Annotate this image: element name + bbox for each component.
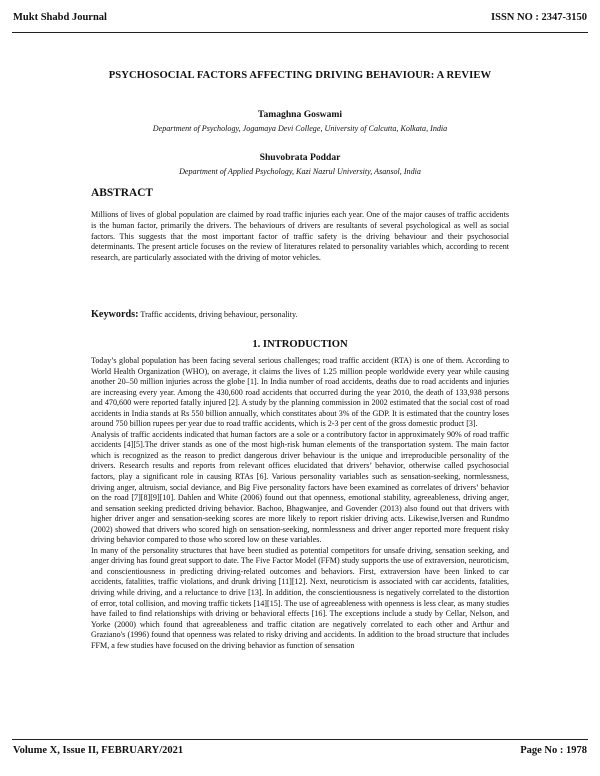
volume-issue: Volume X, Issue II, FEBRUARY/2021 xyxy=(13,745,184,756)
keywords-label: Keywords: xyxy=(91,309,139,320)
author-name-2: Shuvobrata Poddar xyxy=(259,152,341,163)
author-affiliation-1: Department of Psychology, Jogamaya Devi College, University of Calcutta, Kolkata, India xyxy=(152,124,448,133)
issn-number: ISSN NO : 2347-3150 xyxy=(491,12,587,23)
keywords-text: Traffic accidents, driving behaviour, personality. xyxy=(138,310,298,319)
abstract-heading: ABSTRACT xyxy=(91,187,154,199)
introduction-paragraph-1: Today’s global population has been facing several serious challenges; road traffic accident (RTA) is one of them. According to World Health Organization (WHO), on average, it claims the lives of 1.25 million people worldwide every year while causing another 20–50 million injuries across the globe [1]. In India number of road accidents, deaths due to road accidents and injuries are increasing every year. Among the 430,600 road accidents that occurred during the year 2010, the death of 133,938 persons and 470,600 were reported fatally injured [2]. A study by the planning commission in 2002 estimated that the social cost of road accidents in India stands at Rs 550 billion annually, which constitates about 3% of the GDP. It is estimated that the country loses around 750 billion rupees per year due to road traffic accidents, which is 2-3 per cent of the gross domestic product [3]. xyxy=(91,356,509,429)
keywords xyxy=(91,309,509,320)
abstract-text: Millions of lives of global population are claimed by road traffic injuries each year. One of the major causes of traffic accidents is the human factor, primarily the drivers. The behaviours of drivers are resultants of several psychological as well as social factors. This suggests that the most important factor of traffic safety is the driving behaviour and their psychosocial determinants. The present article focuses on the review of literatures related to personality variables which, according to recent research, are particularly associated with the driving of motor vehicles. xyxy=(91,210,509,263)
introduction-body xyxy=(91,356,509,651)
footer-divider xyxy=(12,739,588,740)
introduction-heading: 1. INTRODUCTION xyxy=(252,339,348,350)
page-number: Page No : 1978 xyxy=(520,745,587,756)
header-divider xyxy=(12,32,588,33)
paper-title: PSYCHOSOCIAL FACTORS AFFECTING DRIVING BEHAVIOUR: A REVIEW xyxy=(108,70,492,81)
journal-name: Mukt Shabd Journal xyxy=(13,12,107,23)
introduction-paragraph-3: In many of the personality structures that have been studied as potential competitors for unsafe driving, sensation seeking, and anger driving has found great support to date. The Five Factor Model (FFM) study supports the use of extraversion, neuroticism, and conscientiousness in predicting driving-related outcomes and behaviors. First, extraversion have been linked to car accidents, fatalities, traffic violations, and drunk driving [11][12]. Next, neuroticism is associated with car accidents, fatalities, driving while driving, and a reluctance to drive [13]. In addition, the conscientiousness is negatively correlated to the distortion of error, total collision, and moving traffic tickets [14][15]. The use of agreeableness with openness is less clear, as many studies have failed to find relationships with driving or behavioral effects [16]. The exceptions include a study by Cellar, Nelson, and Yorke (2000) which found that agreeableness and traffic citation are negatively correlated to each other and Arthur and Graziano's (1996) found that openness was related to risky driving and accidents. In addition to the broad structure that includes FFM, a few studies have focused on the driving behavior as function of sensation xyxy=(91,545,509,650)
author-affiliation-2: Department of Applied Psychology, Kazi Nazrul University, Asansol, India xyxy=(179,167,421,176)
author-name-1: Tamaghna Goswami xyxy=(257,109,343,120)
introduction-paragraph-2: Analysis of traffic accidents indicated that human factors are a sole or a contributory factor in approximately 90% of road traffic accidents [4][5].The driver stands as one of the most high-risk human elements of the transportation system. The main factor which is recognized as the reason to predict dangerous driver behaviour is the unique and irreproducible personality of the drivers. Research results and reports from relevant offices elucidated that drivers’ behavior, otherwise called psychosocial factors, play a significant role in causing RTAs [6]. Various personality variables such as sensation-seeking, normlessness, driving anger, altruism, social deviance, and Big Five personality factors have been examined as correlates of drivers’ behavior on the road [7][8][9][10]. Dahlen and White (2006) found out that openness, emotional stability, agreeableness, driving anger, and sensation seeking predicted driving behavior. Bachoo, Bhagwanjee, and Govender (2013) also found out that drivers with higher driver anger and sensation-seeking scores are more likely to report riskier driving acts. Likewise,Iversen and Rundmo (2002) showed that drivers who scored high on sensation-seeking, normlessness and driver anger reported more frequent risky driving behavior compared to those who scored low on these variables. xyxy=(91,429,509,545)
